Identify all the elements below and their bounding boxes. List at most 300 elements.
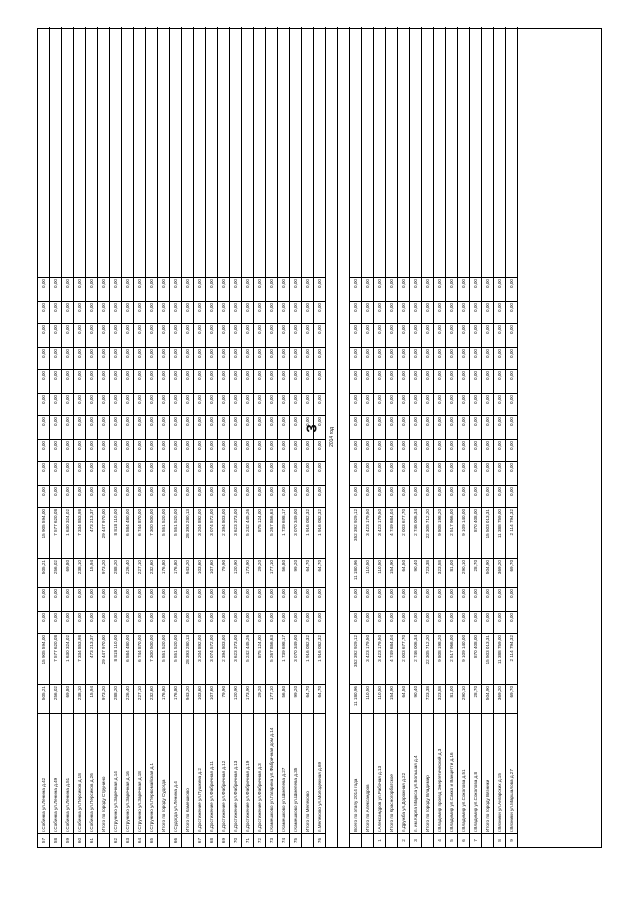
value-cell: 0,00: [422, 611, 434, 633]
table-row: [290, 27, 302, 847]
address-cell: г.Судогда ул.Ленина д.4: [170, 713, 182, 833]
row-number: [158, 833, 170, 847]
value-cell: 0,00: [290, 461, 302, 485]
value-cell: 90,40: [410, 684, 422, 713]
value-cell: 0,00: [494, 347, 506, 369]
value-cell: 0,00: [458, 347, 470, 369]
subtotal-row: [350, 27, 362, 847]
value-cell: 0,00: [62, 369, 74, 393]
value-cell: 107,60: [206, 684, 218, 713]
value-cell: 0,00: [446, 461, 458, 485]
address-cell: г.Собинка ул.Ленина д.42: [38, 713, 50, 833]
value-cell: 5 551 520,00: [158, 507, 170, 558]
value-cell: 0,00: [242, 611, 254, 633]
value-cell: 0,00: [62, 439, 74, 461]
address-cell: г.Струнино ул.Первомайская д.1: [146, 713, 158, 833]
value-cell: 256,02: [50, 684, 62, 713]
value-cell: 0,00: [110, 301, 122, 323]
value-cell: 0,00: [170, 323, 182, 347]
value-cell: 0,00: [110, 347, 122, 369]
value-cell: 0,00: [206, 369, 218, 393]
value-cell: 0,00: [74, 415, 86, 439]
value-cell: 0,00: [230, 485, 242, 507]
value-cell: 226,40: [122, 684, 134, 713]
value-cell: 0,00: [494, 587, 506, 611]
value-cell: 0,00: [230, 369, 242, 393]
value-cell: 0,00: [122, 393, 134, 415]
value-cell: 0,00: [458, 301, 470, 323]
value-cell: 0,00: [386, 415, 398, 439]
value-cell: 64,70: [314, 684, 326, 713]
value-cell: 0,00: [482, 323, 494, 347]
value-cell: 1 916 082,32: [302, 507, 314, 558]
address-cell: г.Струнино ул.Заречная д.18: [134, 713, 146, 833]
row-number: [482, 833, 494, 847]
row-number: 67: [194, 833, 206, 847]
value-cell: 0,00: [86, 415, 98, 439]
value-cell: 1 739 698,17: [278, 633, 290, 684]
value-cell: 15 905 594,00: [38, 507, 50, 558]
value-cell: 0,00: [50, 461, 62, 485]
value-cell: 0,00: [122, 439, 134, 461]
value-cell: 0,00: [182, 587, 194, 611]
value-cell: 0,00: [230, 301, 242, 323]
rotated-table: [37, 28, 602, 848]
table-row: [494, 27, 506, 847]
subtotal-row: [302, 27, 314, 847]
value-cell: 6 744 870,00: [134, 507, 146, 558]
value-cell: 4 749 684,04: [386, 633, 398, 684]
value-cell: 0,00: [230, 587, 242, 611]
row-number: 58: [50, 833, 62, 847]
value-cell: 0,00: [74, 439, 86, 461]
value-cell: 0,00: [170, 485, 182, 507]
value-cell: 0,00: [386, 301, 398, 323]
value-cell: 110,50: [362, 684, 374, 713]
value-cell: 0,00: [458, 415, 470, 439]
value-cell: 0,00: [86, 587, 98, 611]
address-cell: г.Собинка ул.Ленина д.51: [62, 713, 74, 833]
value-cell: 0,00: [494, 301, 506, 323]
value-cell: 11 388 759,00: [494, 633, 506, 684]
value-cell: 0,00: [290, 393, 302, 415]
value-cell: 0,00: [374, 485, 386, 507]
value-cell: 0,00: [38, 369, 50, 393]
value-cell: 7 577 620,08: [50, 633, 62, 684]
value-cell: 0,00: [398, 439, 410, 461]
value-cell: 0,00: [290, 301, 302, 323]
row-number: 73: [266, 833, 278, 847]
value-cell: 0,00: [506, 587, 518, 611]
value-cell: 0,00: [170, 611, 182, 633]
value-cell: 0,00: [218, 277, 230, 301]
value-cell: 0,00: [434, 277, 446, 301]
value-cell: 0,00: [386, 369, 398, 393]
value-cell: 0,00: [194, 301, 206, 323]
value-cell: 0,00: [434, 611, 446, 633]
value-cell: 0,00: [470, 301, 482, 323]
value-cell: 0,00: [170, 277, 182, 301]
value-cell: 2 114 794,32: [506, 507, 518, 558]
value-cell: 0,00: [110, 415, 122, 439]
value-cell: 0,00: [98, 611, 110, 633]
value-cell: 0,00: [50, 439, 62, 461]
value-cell: 0,00: [110, 485, 122, 507]
value-cell: 90,40: [410, 558, 422, 587]
value-cell: 0,00: [218, 611, 230, 633]
table-row: [110, 27, 122, 847]
value-cell: 0,00: [362, 393, 374, 415]
value-cell: 943,20: [182, 684, 194, 713]
value-cell: 0,00: [86, 439, 98, 461]
value-cell: 0,00: [146, 611, 158, 633]
value-cell: 3 074 572,00: [206, 507, 218, 558]
value-cell: 227,10: [134, 558, 146, 587]
address-cell: г.Владимир проезд Энергетический д.3: [434, 713, 446, 833]
value-cell: 323,58: [434, 558, 446, 587]
value-cell: 0,00: [74, 393, 86, 415]
value-cell: 3 204 892,00: [194, 633, 206, 684]
value-cell: 64,70: [302, 558, 314, 587]
value-cell: 0,00: [314, 323, 326, 347]
value-cell: 0,00: [482, 439, 494, 461]
value-cell: 0,00: [350, 277, 362, 301]
value-cell: 0,00: [254, 587, 266, 611]
value-cell: 1 630 324,02: [62, 507, 74, 558]
value-cell: 0,00: [50, 301, 62, 323]
value-cell: 0,00: [98, 323, 110, 347]
value-cell: 0,00: [50, 485, 62, 507]
value-cell: 0,00: [494, 611, 506, 633]
value-cell: 0,00: [158, 347, 170, 369]
value-cell: 0,00: [122, 461, 134, 485]
value-cell: 0,00: [242, 393, 254, 415]
row-number: 64: [134, 833, 146, 847]
value-cell: 0,00: [134, 485, 146, 507]
address-cell: Итого по городу Струнино: [98, 713, 110, 833]
value-cell: 0,00: [386, 587, 398, 611]
value-cell: 0,00: [374, 323, 386, 347]
value-cell: 0,00: [386, 323, 398, 347]
table-row: [218, 27, 230, 847]
value-cell: 0,00: [314, 369, 326, 393]
value-cell: 0,00: [218, 587, 230, 611]
value-cell: 0,00: [482, 277, 494, 301]
value-cell: 0,00: [182, 277, 194, 301]
row-number: 69: [218, 833, 230, 847]
value-cell: 0,00: [62, 587, 74, 611]
value-cell: 0,00: [506, 323, 518, 347]
value-cell: 232,60: [146, 684, 158, 713]
value-cell: 0,00: [398, 369, 410, 393]
value-cell: 3 623 373,00: [230, 507, 242, 558]
value-cell: 0,00: [134, 439, 146, 461]
value-cell: 0,00: [242, 415, 254, 439]
value-cell: 9 808 198,20: [434, 507, 446, 558]
value-cell: 0,00: [386, 485, 398, 507]
value-cell: 8 818 110,00: [110, 633, 122, 684]
value-cell: 0,00: [254, 301, 266, 323]
value-cell: 0,00: [434, 485, 446, 507]
value-cell: 0,00: [62, 277, 74, 301]
value-cell: 0,00: [470, 277, 482, 301]
row-number: [362, 833, 374, 847]
address-cell: г.Владимир ул.Соколова д.8: [470, 713, 482, 833]
value-cell: 0,00: [218, 369, 230, 393]
value-cell: 4 749 684,04: [386, 507, 398, 558]
value-cell: 0,00: [386, 393, 398, 415]
value-cell: 0,00: [230, 277, 242, 301]
row-number: 8: [494, 833, 506, 847]
value-cell: 0,00: [362, 301, 374, 323]
value-cell: 0,00: [206, 301, 218, 323]
address-cell: п.Достижение ул.Фабричная д.13: [230, 713, 242, 833]
value-cell: 0,00: [350, 369, 362, 393]
value-cell: 0,00: [86, 485, 98, 507]
value-cell: 0,00: [482, 415, 494, 439]
value-cell: 81,00: [446, 558, 458, 587]
row-number: [422, 833, 434, 847]
value-cell: 0,00: [74, 347, 86, 369]
value-cell: 81,00: [446, 684, 458, 713]
value-cell: 1 916 082,32: [314, 507, 326, 558]
table-row: [254, 27, 266, 847]
row-number: 68: [206, 833, 218, 847]
value-cell: 15 503 013,31: [482, 507, 494, 558]
value-cell: 0,00: [278, 323, 290, 347]
value-cell: 0,00: [314, 587, 326, 611]
value-cell: 176,80: [158, 684, 170, 713]
value-cell: 0,00: [110, 323, 122, 347]
subtotal-row: [98, 27, 110, 847]
value-cell: 0,00: [482, 485, 494, 507]
value-cell: 0,00: [458, 611, 470, 633]
value-cell: 0,00: [470, 347, 482, 369]
value-cell: 0,00: [506, 369, 518, 393]
value-cell: 28,70: [470, 558, 482, 587]
value-cell: 0,00: [62, 393, 74, 415]
row-number: 61: [86, 833, 98, 847]
value-cell: 0,00: [494, 439, 506, 461]
value-cell: 0,00: [134, 301, 146, 323]
value-cell: 0,00: [86, 393, 98, 415]
value-cell: 0,00: [422, 301, 434, 323]
value-cell: 0,00: [122, 485, 134, 507]
value-cell: 0,00: [302, 347, 314, 369]
value-cell: 0,00: [314, 611, 326, 633]
value-cell: 64,50: [398, 684, 410, 713]
value-cell: 290,10: [458, 684, 470, 713]
value-cell: 9 109 140,00: [458, 633, 470, 684]
value-cell: 2 746 006,34: [410, 507, 422, 558]
value-cell: 0,00: [470, 415, 482, 439]
address-cell: г.Вязники ул.Ангарских д.15: [494, 713, 506, 833]
value-cell: 473 213,37: [86, 507, 98, 558]
value-cell: 0,00: [146, 393, 158, 415]
row-number: 7: [470, 833, 482, 847]
value-cell: 0,00: [350, 485, 362, 507]
value-cell: 0,00: [230, 393, 242, 415]
value-cell: 0,00: [206, 587, 218, 611]
address-cell: п. им.Карла Маркса ул.Большая д.4: [410, 713, 422, 833]
value-cell: 0,00: [194, 369, 206, 393]
row-number: [386, 833, 398, 847]
value-cell: 0,00: [182, 369, 194, 393]
value-cell: 0,00: [386, 347, 398, 369]
row-number: 3: [410, 833, 422, 847]
value-cell: 0,00: [482, 369, 494, 393]
value-cell: 22 305 712,20: [422, 507, 434, 558]
value-cell: 0,00: [482, 611, 494, 633]
address-cell: Итого по городу Судогда: [158, 713, 170, 833]
value-cell: 0,00: [122, 277, 134, 301]
value-cell: 0,00: [146, 415, 158, 439]
value-cell: 176,80: [170, 684, 182, 713]
value-cell: 0,00: [446, 301, 458, 323]
value-cell: 0,00: [134, 369, 146, 393]
value-cell: 0,00: [122, 323, 134, 347]
value-cell: 0,00: [62, 347, 74, 369]
value-cell: 0,00: [398, 587, 410, 611]
address-cell: п.Достижение ул.Пушкина д.2: [194, 713, 206, 833]
value-cell: 0,00: [38, 323, 50, 347]
value-cell: 0,00: [38, 485, 50, 507]
value-cell: 79,90: [218, 684, 230, 713]
value-cell: 0,00: [230, 611, 242, 633]
address-cell: г.Струнино ул.Заречная д.14: [110, 713, 122, 833]
value-cell: 0,00: [206, 485, 218, 507]
address-cell: г.Камешково ул.Шмелева д.27: [278, 713, 290, 833]
value-cell: 0,00: [206, 323, 218, 347]
value-cell: 0,00: [386, 611, 398, 633]
value-cell: 0,00: [50, 587, 62, 611]
value-cell: 0,00: [134, 347, 146, 369]
value-cell: 0,00: [230, 347, 242, 369]
value-cell: 0,00: [86, 323, 98, 347]
value-cell: 369,20: [494, 684, 506, 713]
value-cell: 0,00: [458, 277, 470, 301]
value-cell: 29 447 970,00: [98, 633, 110, 684]
value-cell: 3 204 892,00: [194, 507, 206, 558]
value-cell: 0,00: [50, 347, 62, 369]
row-number: 74: [278, 833, 290, 847]
value-cell: 0,00: [314, 393, 326, 415]
value-cell: 0,00: [482, 461, 494, 485]
value-cell: 2 517 966,00: [446, 633, 458, 684]
value-cell: 0,00: [194, 439, 206, 461]
table-row: [194, 27, 206, 847]
value-cell: 0,00: [290, 323, 302, 347]
value-cell: 369,20: [494, 558, 506, 587]
row-number: 5: [446, 833, 458, 847]
address-cell: г.Камешково ул.Гагарина ул.Фабричная дом д.14: [266, 713, 278, 833]
value-cell: 28,70: [470, 684, 482, 713]
value-cell: 0,00: [422, 369, 434, 393]
value-cell: 0,00: [98, 369, 110, 393]
value-cell: 6 584 480,00: [122, 507, 134, 558]
value-cell: 0,00: [146, 277, 158, 301]
address-cell: Итого по городу Владимир: [422, 713, 434, 833]
value-cell: 0,00: [470, 611, 482, 633]
value-cell: 0,00: [146, 485, 158, 507]
value-cell: 0,00: [134, 415, 146, 439]
address-cell: п.Достижение ул.Фабричная д.19: [242, 713, 254, 833]
value-cell: 0,00: [218, 347, 230, 369]
value-cell: 0,00: [410, 369, 422, 393]
row-number: 75: [290, 833, 302, 847]
value-cell: 0,00: [350, 611, 362, 633]
value-cell: 0,00: [122, 415, 134, 439]
value-cell: 0,00: [482, 587, 494, 611]
value-cell: 0,00: [158, 369, 170, 393]
value-cell: 2 746 006,34: [410, 633, 422, 684]
value-cell: 0,00: [206, 611, 218, 633]
value-cell: 2 394 803,00: [218, 507, 230, 558]
value-cell: 28 393 280,13: [182, 507, 194, 558]
value-cell: 0,00: [146, 439, 158, 461]
table-row: [470, 27, 482, 847]
value-cell: 22 305 712,20: [422, 633, 434, 684]
value-cell: 0,00: [506, 301, 518, 323]
value-cell: 11 180,96: [350, 684, 362, 713]
table-row: [374, 27, 386, 847]
value-cell: 0,00: [470, 461, 482, 485]
value-cell: 0,00: [194, 277, 206, 301]
value-cell: 5 267 856,63: [266, 633, 278, 684]
value-cell: 154,90: [386, 558, 398, 587]
value-cell: 3 423 179,50: [362, 633, 374, 684]
value-cell: 0,00: [302, 611, 314, 633]
value-cell: 0,00: [278, 347, 290, 369]
value-cell: 0,00: [38, 277, 50, 301]
value-cell: 0,00: [410, 415, 422, 439]
page-number: 3: [303, 424, 321, 433]
value-cell: 0,00: [278, 587, 290, 611]
value-cell: 352 392 929,12: [350, 507, 362, 558]
value-cell: 0,00: [134, 393, 146, 415]
value-cell: 0,00: [74, 369, 86, 393]
value-cell: 5 551 520,00: [158, 633, 170, 684]
value-cell: 0,00: [134, 587, 146, 611]
value-cell: 0,00: [494, 461, 506, 485]
value-cell: 0,00: [206, 415, 218, 439]
value-cell: 0,00: [266, 461, 278, 485]
value-cell: 0,00: [266, 277, 278, 301]
value-cell: 0,00: [98, 347, 110, 369]
year-label: 2014 год: [329, 427, 335, 447]
value-cell: 0,00: [62, 611, 74, 633]
value-cell: 0,00: [314, 347, 326, 369]
address-cell: п.Достижение ул.Фабричная д.3: [254, 713, 266, 833]
value-cell: 0,00: [182, 347, 194, 369]
value-cell: 29 447 970,00: [98, 507, 110, 558]
value-cell: 288,20: [110, 684, 122, 713]
value-cell: 0,00: [314, 461, 326, 485]
value-cell: 0,00: [74, 485, 86, 507]
value-cell: 64,50: [398, 558, 410, 587]
value-cell: 0,00: [482, 347, 494, 369]
value-cell: 0,00: [278, 277, 290, 301]
value-cell: 0,00: [266, 587, 278, 611]
value-cell: 0,00: [410, 611, 422, 633]
value-cell: 0,00: [434, 415, 446, 439]
value-cell: 0,00: [122, 611, 134, 633]
value-cell: 0,00: [410, 439, 422, 461]
value-cell: 870 408,00: [470, 507, 482, 558]
value-cell: 0,00: [422, 587, 434, 611]
value-cell: 0,00: [422, 323, 434, 347]
value-cell: 0,00: [290, 415, 302, 439]
